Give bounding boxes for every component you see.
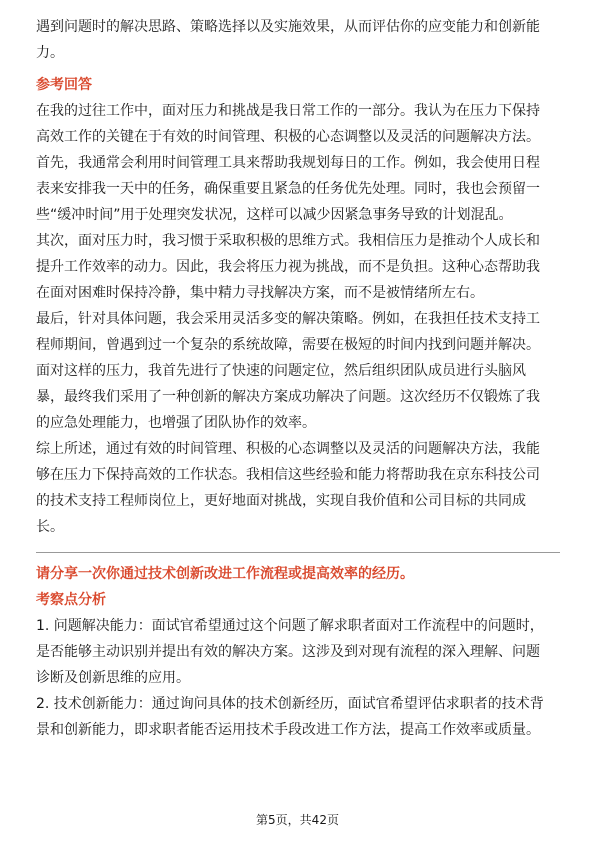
answer-paragraph-3 [36,228,560,306]
answer-paragraph-5 [36,436,560,540]
text-line: 最后，针对具体问题，我会采用灵活多变的解决策略。例如，在我担任技术支持工 [36,311,540,327]
text-line: 综上所述，通过有效的时间管理、积极的心态调整以及灵活的问题解决方法，我能 [36,441,540,457]
text-line: 景和创新能力，即求职者能否运用技术手段改进工作方法，提高工作效率或质量。 [36,722,540,738]
text-line: 提升工作效率的动力。因此，我会将压力视为挑战，而不是负担。这种心态帮助我 [36,259,540,275]
text-line: 长。 [36,519,64,535]
text-line: 高效工作的关键在于有效的时间管理、积极的心态调整以及灵活的问题解决方法。 [36,129,540,145]
text-line: 是否能够主动识别并提出有效的解决方案。这涉及到对现有流程的深入理解、问题 [36,644,540,660]
text-line: 首先，我通常会利用时间管理工具来帮助我规划每日的工作。例如，我会使用日程 [36,155,540,171]
text-line: 些“缓冲时间”用于处理突发状况，这样可以减少因紧急事务导致的计划混乱。 [36,207,513,223]
text-line: 2. 技术创新能力：通过询问具体的技术创新经历，面试官希望评估求职者的技术背 [36,696,544,712]
text-line: 遇到问题时的解决思路、策略选择以及实施效果，从而评估你的应变能力和创新能 [36,19,540,35]
text-line: 力。 [36,45,64,61]
text-line: 表来安排我一天中的任务，确保重要且紧急的任务优先处理。同时，我也会预留一 [36,181,540,197]
page-content [36,14,560,743]
section-divider [36,552,560,553]
text-line: 面对这样的压力，我首先进行了快速的问题定位，然后组织团队成员进行头脑风 [36,363,526,379]
answer-paragraph-4 [36,306,560,436]
text-line: 程师期间，曾遇到过一个复杂的系统故障，需要在极短的时间内找到问题并解决。 [36,337,540,353]
answer-paragraph-2 [36,150,560,228]
analysis-heading: 考察点分析 [36,592,106,608]
text-line: 诊断及创新思维的应用。 [36,670,190,686]
text-line: 的应急处理能力，也增强了团队协作的效率。 [36,415,316,431]
text-line: 的技术支持工程师岗位上，更好地面对挑战，实现自我价值和公司目标的共同成 [36,493,526,509]
text-line: 在我的过往工作中，面对压力和挑战是我日常工作的一部分。我认为在压力下保持 [36,103,540,119]
text-line: 够在压力下保持高效的工作状态。我相信这些经验和能力将帮助我在京东科技公司 [36,467,540,483]
next-question-heading: 请分享一次你通过技术创新改进工作流程或提高效率的经历。 [36,566,414,582]
answer-heading: 参考回答 [36,77,92,93]
text-line: 在面对困难时保持冷静，集中精力寻找解决方案，而不是被情绪所左右。 [36,285,484,301]
page-number-footer: 第5页，共42页 [256,813,339,827]
text-line: 1. 问题解决能力：面试官希望通过这个问题了解求职者面对工作流程中的问题时， [36,618,544,634]
text-line: 暴，最终我们采用了一种创新的解决方案成功解决了问题。这次经历不仅锻炼了我 [36,389,540,405]
answer-paragraph-1 [36,98,560,150]
analysis-item-2 [36,691,560,743]
analysis-item-1 [36,613,560,691]
text-line: 其次，面对压力时，我习惯于采取积极的思维方式。我相信压力是推动个人成长和 [36,233,540,249]
intro-paragraph [36,14,560,66]
